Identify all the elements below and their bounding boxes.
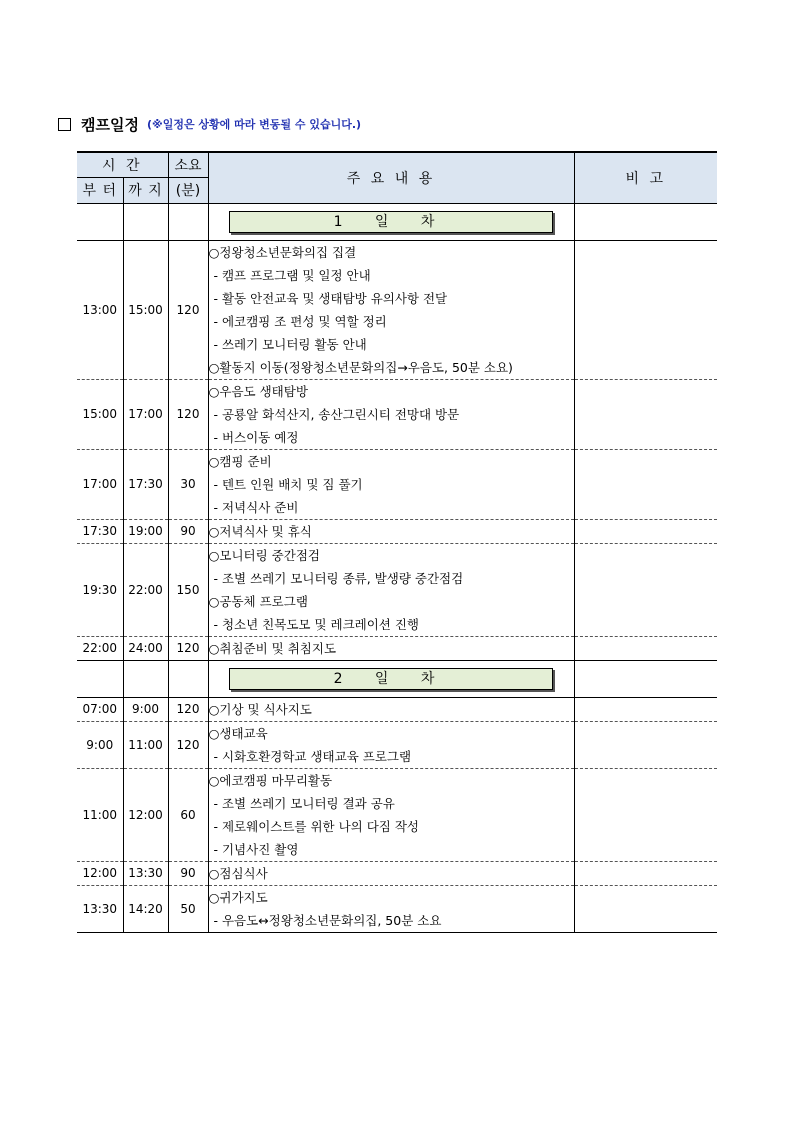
start-time: 17:30 [77,519,123,543]
header-to: 까 지 [123,177,168,203]
day-label-cell [208,203,574,240]
content-cell [208,379,574,449]
schedule-row [77,697,717,721]
content-line: ○공동체 프로그램 [208,593,308,609]
title-note: (※일정은 상황에 따라 변동될 수 있습니다.) [146,118,362,131]
duration: 50 [168,885,208,932]
content-cell [208,449,574,519]
content-line: ○점심식사 [208,865,268,881]
content-cell [208,885,574,932]
content-line: - 우음도↔정왕청소년문화의집, 50분 소요 [213,912,442,928]
content-line: - 조별 쓰레기 모니터링 종류, 발생량 중간점검 [213,570,464,586]
duration: 120 [168,636,208,660]
content-cell [208,861,574,885]
start-time: 07:00 [77,697,123,721]
start-time: 13:30 [77,885,123,932]
schedule-row [77,519,717,543]
start-time: 9:00 [77,721,123,768]
content-line: - 조별 쓰레기 모니터링 결과 공유 [213,795,395,811]
content-line: ○생태교육 [208,725,268,741]
content-line: ○귀가지도 [208,889,268,905]
day-label: 2 일 차 [229,668,553,690]
header-content: 주 요 내 용 [208,152,574,203]
content-line: ○에코캠핑 마무리활동 [208,772,333,788]
schedule-row [77,721,717,768]
schedule-row [77,240,717,379]
end-time: 17:00 [123,379,168,449]
end-time: 19:00 [123,519,168,543]
end-time: 12:00 [123,768,168,861]
schedule-row [77,636,717,660]
header-duration-bottom: (분) [168,177,208,203]
duration: 90 [168,861,208,885]
schedule-row [77,768,717,861]
remarks-cell [574,885,717,932]
empty-cell [123,660,168,697]
content-line: - 텐트 인원 배치 및 짐 풀기 [213,476,363,492]
end-time: 14:20 [123,885,168,932]
content-line: - 쓰레기 모니터링 활동 안내 [213,336,367,352]
start-time: 17:00 [77,449,123,519]
content-line: ○활동지 이동(정왕청소년문화의집→우음도, 50분 소요) [208,359,513,375]
end-time: 11:00 [123,721,168,768]
duration: 120 [168,379,208,449]
end-time: 15:00 [123,240,168,379]
content-line: ○정왕청소년문화의집 집결 [208,244,357,260]
schedule-row [77,379,717,449]
schedule-row [77,885,717,932]
duration: 30 [168,449,208,519]
content-line: - 캠프 프로그램 및 일정 안내 [213,267,371,283]
content-cell [208,543,574,636]
duration: 120 [168,240,208,379]
duration: 150 [168,543,208,636]
content-cell [208,240,574,379]
end-time: 13:30 [123,861,168,885]
content-cell [208,519,574,543]
start-time: 22:00 [77,636,123,660]
remarks-cell [574,721,717,768]
remarks-cell [574,379,717,449]
remarks-cell [574,519,717,543]
content-cell [208,697,574,721]
content-cell [208,721,574,768]
title-main: 캠프일정 [81,115,139,134]
remarks-cell [574,768,717,861]
content-line: ○저녁식사 및 휴식 [208,523,312,539]
checkbox-icon [58,118,71,131]
section-title [58,114,361,134]
empty-cell [168,660,208,697]
header-time: 시 간 [77,152,168,177]
content-line: - 공룡알 화석산지, 송산그린시티 전망대 방문 [213,406,460,422]
content-line: ○기상 및 식사지도 [208,701,312,717]
end-time: 17:30 [123,449,168,519]
schedule-row [77,861,717,885]
content-line: - 기념사진 촬영 [213,841,299,857]
content-line: ○우음도 생태탐방 [208,383,308,399]
start-time: 13:00 [77,240,123,379]
day-header-row [77,660,717,697]
duration: 90 [168,519,208,543]
day-label-cell [208,660,574,697]
schedule-body [77,203,717,932]
table-header [77,152,717,203]
header-duration-top: 소요 [168,152,208,177]
duration: 60 [168,768,208,861]
empty-cell [123,203,168,240]
content-line: ○모니터링 중간점검 [208,547,320,563]
header-from: 부 터 [77,177,123,203]
start-time: 11:00 [77,768,123,861]
remarks-cell [574,449,717,519]
content-cell [208,768,574,861]
content-cell [208,636,574,660]
start-time: 15:00 [77,379,123,449]
schedule-row [77,449,717,519]
content-line: - 청소년 친목도모 및 레크레이션 진행 [213,616,420,632]
duration: 120 [168,721,208,768]
start-time: 12:00 [77,861,123,885]
end-time: 24:00 [123,636,168,660]
content-line: - 활동 안전교육 및 생태탐방 유의사항 전달 [213,290,448,306]
remarks-cell [574,543,717,636]
schedule-row [77,543,717,636]
remarks-cell [574,636,717,660]
remarks-cell [574,240,717,379]
empty-cell [77,660,123,697]
content-line: ○캠핑 준비 [208,453,272,469]
end-time: 22:00 [123,543,168,636]
content-line: - 제로웨이스트를 위한 나의 다짐 작성 [213,818,420,834]
header-remarks: 비 고 [574,152,717,203]
remarks-cell [574,660,717,697]
empty-cell [77,203,123,240]
day-label: 1 일 차 [229,211,553,233]
duration: 120 [168,697,208,721]
content-line: - 시화호환경학교 생태교육 프로그램 [213,748,412,764]
remarks-cell [574,861,717,885]
remarks-cell [574,697,717,721]
content-line: - 에코캠핑 조 편성 및 역할 정리 [213,313,387,329]
schedule-table [77,151,717,933]
day-header-row [77,203,717,240]
start-time: 19:30 [77,543,123,636]
empty-cell [168,203,208,240]
content-line: - 버스이동 예정 [213,429,299,445]
end-time: 9:00 [123,697,168,721]
content-line: ○취침준비 및 취침지도 [208,640,337,656]
content-line: - 저녁식사 준비 [213,499,299,515]
remarks-cell [574,203,717,240]
